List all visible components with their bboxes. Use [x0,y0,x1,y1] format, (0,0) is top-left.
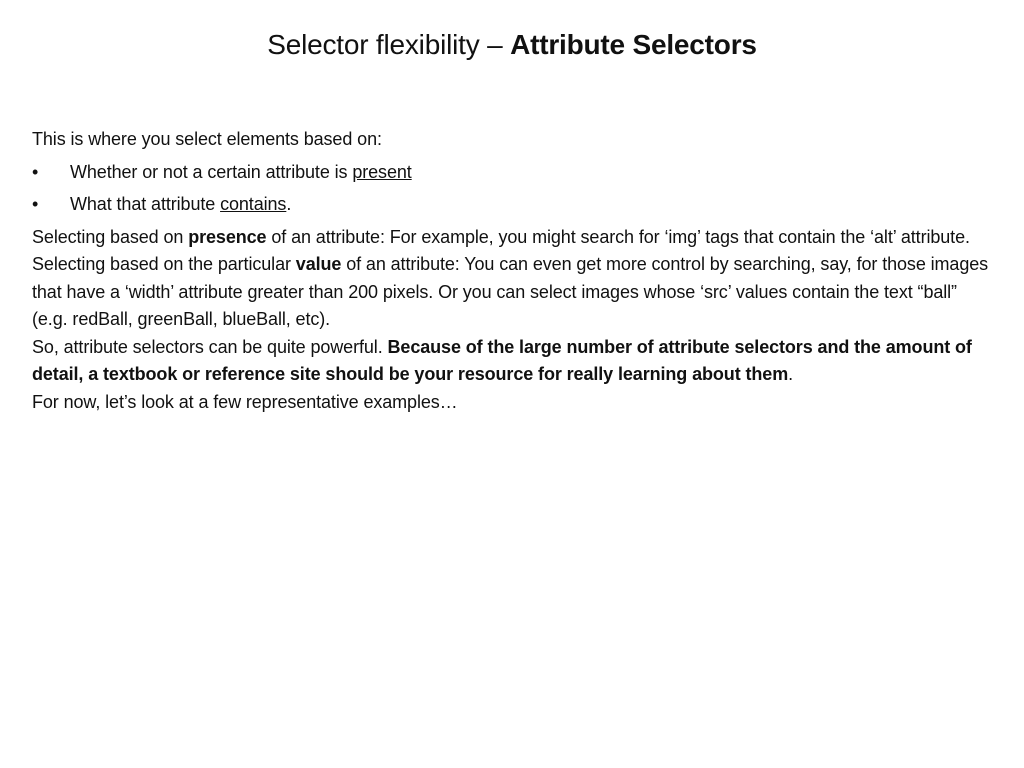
slide-body [32,126,992,416]
paragraph-text: of an attribute: For example, you might search for ‘img’ tags that contain the ‘alt’ attribute. [266,226,970,247]
title-regular: Selector flexibility – [267,29,511,60]
paragraph-text: of an attribute: You can even get more control by searching, say, for those images that have a ‘width’ attribute greater than 200 pixels. Or you can select images whose ‘src’ values contain the text “ball” (e.g. redBall, greenBall, blueBall, etc). [32,254,989,329]
paragraph-text: . [788,364,794,384]
paragraph-value [32,251,992,334]
slide-title [0,26,1024,64]
bullet-item-present [32,159,992,187]
paragraph-text: Selecting based on the particular [32,254,296,274]
bullet-glyph: • [32,161,39,182]
paragraph-bold: value [295,254,342,274]
paragraph-bold: presence [188,226,267,247]
bullet-item-contains [32,191,992,219]
bullet-list [32,159,992,219]
paragraph-text: Selecting based on [32,226,189,247]
paragraph-bold: Because of the large number of attribute selectors and the amount of detail, a textbook or reference site should be your resource for really learning about them [32,336,972,384]
intro-text: This is where you select elements based on: [32,129,382,149]
paragraph-powerful [32,334,992,389]
bullet-emphasis: contains [220,194,287,214]
bullet-glyph: • [32,194,39,214]
paragraph-text: So, attribute selectors can be quite powerful. [32,336,388,357]
title-bold: Attribute Selectors [510,29,757,60]
closing-text: For now, let’s look at a few representative examples… [32,391,458,412]
paragraph-presence [32,224,992,252]
bullet-emphasis: present [352,161,412,182]
bullet-tail: . [286,194,292,214]
bullet-text: Whether or not a certain attribute is [70,161,353,182]
bullet-text: What that attribute [70,194,221,214]
